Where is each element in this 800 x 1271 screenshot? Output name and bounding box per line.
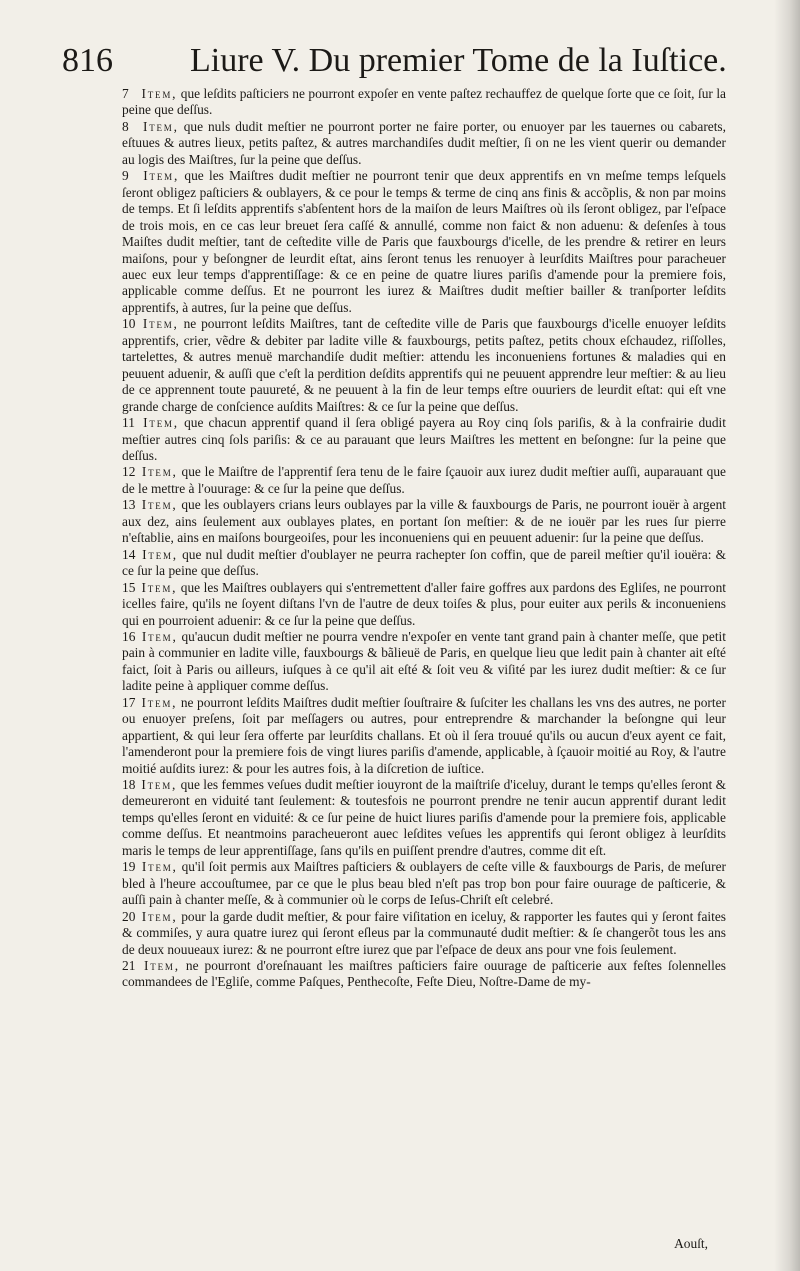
article-number: 8 — [122, 118, 129, 134]
article-item-word: Item, — [141, 579, 178, 595]
article-13 — [122, 497, 726, 546]
page-header — [62, 38, 727, 84]
page-gutter-shadow — [774, 0, 800, 1271]
article-text: qu'il ſoit permis aux Maiſtres paſticiers & oublayers de ceſte ville & fauxbourgs de Paris, de meſurer bled à l'heure accouſtumee, par ce que le plus beau bled n'eſt pas trop bon pour faire ouurage de paſticerie, & auſſi pain à chanter meſſe, & à communier où le corps de Ieſus-Chriſt eſt celebré. — [122, 859, 726, 908]
article-16 — [122, 629, 726, 695]
article-11 — [122, 415, 726, 464]
article-number: 19 — [122, 859, 136, 875]
article-14 — [122, 547, 726, 580]
article-text: que les Maiſtres oublayers qui s'entremettent d'aller faire goffres aux pardons des Egliſes, ne pourront icelles faire, qu'ils ne ſoyent diſtans l'vn de l'autre de deux toiſes & plus, pour euiter aux perils & inconueniens qui en pourroient aduenir: & ce ſur la peine que deſſus. — [122, 579, 726, 628]
article-item-word: Item, — [142, 316, 179, 332]
article-text: que les oublayers crians leurs oublayes par la ville & fauxbourgs de Paris, ne pourront iouër à argent aux dez, ains ſeulement aux oublayes plates, en portant ſon meſtier: & de ne iouër par les rues ſur pierre n'eſtablie, ains en maiſons bourgeoiſes, pour les inconueniens qui en peuuent aduenir: ſur la peine que deſſus. — [122, 497, 726, 546]
article-text: que leſdits paſticiers ne pourront expoſer en vente paſtez rechauffez de quelque ſorte que ce ſoit, ſur la peine que deſſus. — [122, 86, 726, 118]
article-text: ne pourront leſdits Maiſtres dudit meſtier ſouſtraire & ſuſciter les challans les vns des autres, ne porter ou enuoyer preſens, ſoit par meſſagers ou autres, pour entreprendre & marchander la beſongne qui leur appartient, & qui leur ſera offerte par leurſdits challans. Et où il ſera trouué qu'ils ou aucun d'eux ayent ce fait, l'amenderont pour la premiere fois de vingt liures pariſis d'amende, applicable, à ſçauoir moitié au Roy, & l'autre moitié auſdits iurez: & pour les autres fois, à la diſcretion de iuſtice. — [122, 694, 726, 776]
article-text: que nuls dudit meſtier ne pourront porter ne faire porter, ou enuoyer par les tauernes ou cabarets, eſtuues & autres lieux, petits paſtez, & autres marchandiſes dudit meſtier, ſi on ne les vient querir ou demander au logis des Maiſtres, ſur la peine que deſſus. — [122, 118, 726, 167]
article-20 — [122, 909, 726, 958]
article-number: 12 — [122, 464, 136, 480]
article-text: ne pourront leſdits Maiſtres, tant de ceſtedite ville de Paris que fauxbourgs d'icelle enuoyer leſdits apprentifs, crier, vẽdre & debiter par ladite ville & fauxbourgs, petits paſtez, petits choux eſchaudez, riſſolles, tartelettes, & autres menuë marchandiſe dudit meſtier: attendu les inconueniens fortunes & maladies qui en peuuent aduenir, & auſſi que c'eſt la perdition deſdits apprentifs qui ne peuuent apprendre leur meſtier: & au lieu de ce apprennent toute pauureté, & ne peuuent à la fin de leur temps eſtre ouuriers de leurdit eſtat: qui eſt vne grande charge de conſcience auſdits Maiſtres: & ce ſur la peine que deſſus. — [122, 316, 726, 414]
article-item-word: Item, — [141, 859, 178, 875]
running-title: Liure V. Du premier Tome de la Iuſtice. — [190, 42, 727, 79]
article-18 — [122, 777, 726, 859]
article-8 — [122, 119, 726, 168]
article-text: pour la garde dudit meſtier, & pour faire viſitation en iceluy, & rapporter les fautes qui y ſeront faites & commiſes, y aura quatre iurez qui ſeront eſleus par la communauté dudit meſtier: & ſe changerõt tous les ans de deux nouueaux iurez: & ne pourront eſtre iurez que par l'eſpace de deux ans pour vne fois ſeulement. — [122, 908, 726, 957]
page-number: 816 — [62, 42, 113, 79]
article-number: 16 — [122, 628, 136, 644]
article-number: 20 — [122, 908, 136, 924]
article-15 — [122, 580, 726, 629]
article-item-word: Item, — [141, 464, 178, 480]
article-item-word: Item, — [141, 694, 178, 710]
article-number: 18 — [122, 777, 136, 793]
catchword: Aouſt, — [674, 1236, 708, 1251]
article-item-word: Item, — [141, 908, 178, 924]
article-text: ne pourront d'oreſnauant les maiſtres paſticiers faire ouurage de paſticerie aux feſtes ſolennelles commandees de l'Egliſe, comme Paſques, Penthecoſte, Feſte Dieu, Noſtre-Dame de my- — [122, 958, 726, 990]
article-item-word: Item, — [144, 958, 180, 974]
article-text: que le Maiſtre de l'apprentif ſera tenu de le faire ſçauoir aux iurez dudit meſtier auſſi, auparauant que de le mettre à l'ouurage: & ce ſur la peine que deſſus. — [122, 464, 727, 496]
article-number: 9 — [122, 168, 129, 184]
article-number: 21 — [122, 958, 136, 974]
article-text: qu'aucun dudit meſtier ne pourra vendre n'expoſer en vente tant grand pain à chanter meſſe, que petit pain à communier en ladite ville, fauxbourgs & bãlieuë de Paris, en quelque lieu que ledit pain à chanter ait eſté faict, ſoit à Paris ou ailleurs, iuſques à ce qu'il ait eſté & ſoit veu & viſité par les iurez dudit meſtier: & ce ſur ladite peine à appliquer comme deſſus. — [122, 628, 726, 694]
article-item-word: Item, — [141, 628, 178, 644]
article-item-word: Item, — [142, 118, 179, 134]
article-number: 14 — [122, 546, 136, 562]
article-number: 17 — [122, 694, 136, 710]
article-17 — [122, 695, 726, 777]
article-number: 7 — [122, 86, 129, 101]
article-19 — [122, 859, 726, 908]
article-item-word: Item, — [143, 168, 180, 184]
article-item-word: Item, — [141, 777, 178, 793]
article-text: que chacun apprentif quand il ſera obligé payera au Roy cinq ſols pariſis, & à la confrairie dudit meſtier autres cinq ſols pariſis: & ce au parauant que leurs Maiſtres les mettent en beſongne: ſur la peine que deſſus. — [122, 415, 726, 463]
article-item-word: Item, — [141, 497, 178, 513]
article-item-word: Item, — [143, 415, 179, 431]
article-number: 13 — [122, 497, 136, 513]
article-item-word: Item, — [141, 86, 178, 101]
article-12 — [122, 464, 726, 497]
article-text: que nul dudit meſtier d'oublayer ne peurra rachepter ſon coffin, que de pareil meſtier qu'il iouëra: & ce ſur la peine que deſſus. — [122, 546, 726, 579]
article-7 — [122, 86, 726, 119]
article-number: 15 — [122, 579, 136, 595]
article-10 — [122, 316, 726, 415]
article-number: 10 — [122, 316, 136, 332]
article-item-word: Item, — [142, 546, 178, 562]
article-21 — [122, 958, 726, 991]
article-9 — [122, 168, 726, 316]
article-text: que les Maiſtres dudit meſtier ne pourront tenir que deux apprentifs en vn meſme temps leſquels ſeront obligez paſticiers & oublayers, & ce pour le temps & terme de cinq ans finis & accõplis, & non par moins de temps. Et ſi leſdits apprentifs s'abſentent hors de la maiſon de leurs Maiſtres où ils ſeront obligez, par l'eſpace de trois mois, en ce cas leur breuet ſera caſſé & annullé, comme non faict & non aduenu: & deſenſes à tous Maiſtes dudit meſtier, tant de ceſtedite ville de Paris que fauxbourgs d'icelle, de les prendre & retirer en leurs maiſons, pour y beſongner de leurdit eſtat, ains ſeront tenus les renuoyer à leurſdits Maiſtres pour paracheuer auec eux leur temps d'apprentiſſage: & ce en peine de quatre liures pariſis d'amende pour la premiere fois, applicable comme deſſus. Et ne pourront les iurez & Maiſtres dudit meſtier bailler & tranſporter leſdits apprentifs, à autres, ſur la peine que deſſus. — [122, 168, 726, 315]
text-body — [122, 86, 726, 991]
article-text: que les femmes veſues dudit meſtier iouyront de la maiſtriſe d'iceluy, durant le temps qu'elles ſeront & demeureront en viduité tant ſeulement: & toutesfois ne pourront prendre ne tenir aucun apprentif durant ledit temps qu'elles ſeront en viduité: & ce ſur peine de huict liures pariſis d'amende pour la premiere fois, applicable comme deſſus. Et neantmoins paracheueront auec leſdites veſues les apprentifs qui ſeront obligez à leurſdits maris le temps de leur apprentiſſage, ſans qu'ils en puiſſent prendre d'autres, comme dit eſt. — [122, 777, 726, 858]
article-number: 11 — [122, 415, 135, 431]
